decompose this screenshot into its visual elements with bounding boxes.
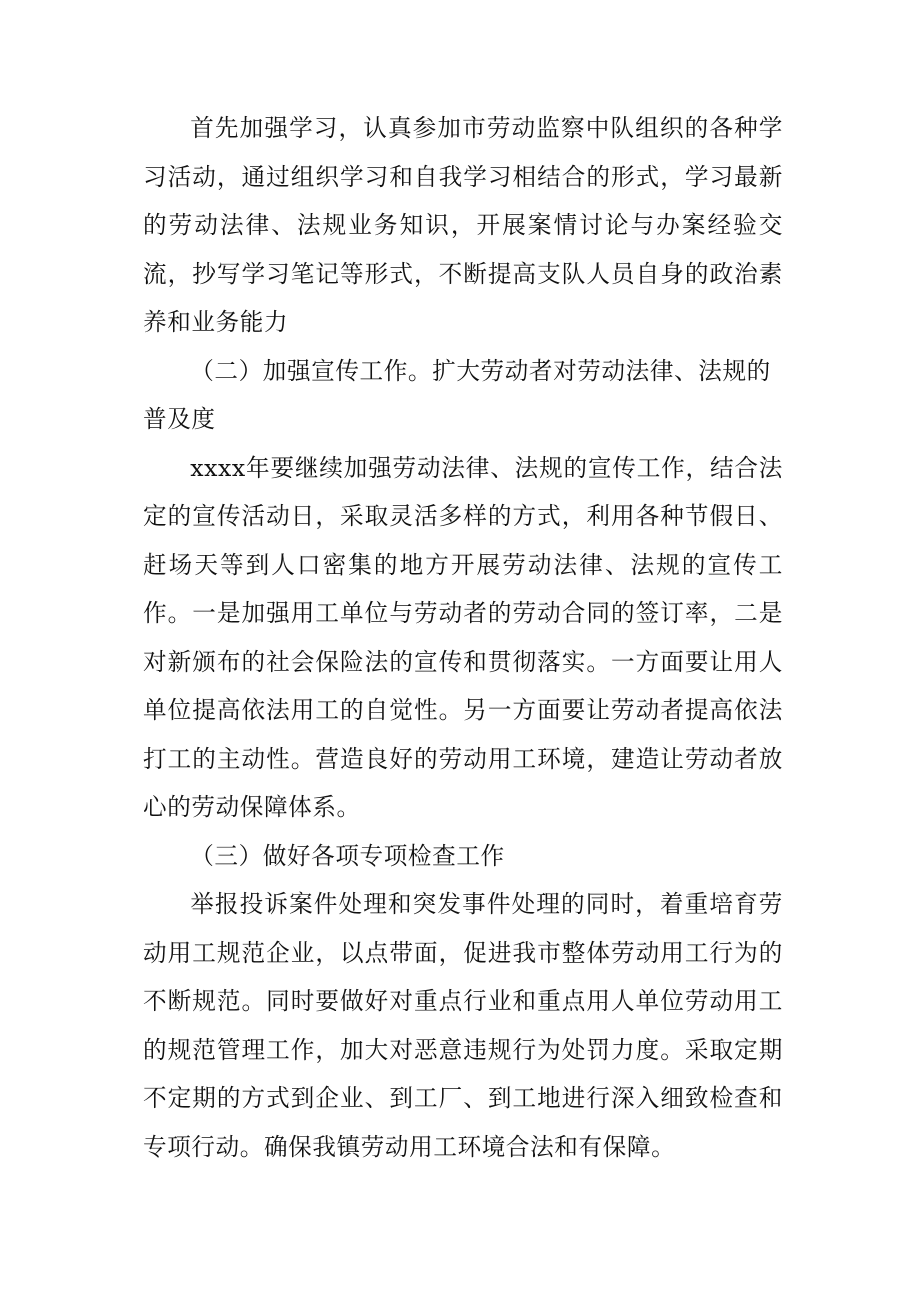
- paragraph-study: 首先加强学习，认真参加市劳动监察中队组织的各种学习活动，通过组织学习和自我学习相结合的形式，学习最新的劳动法律、法规业务知识，开展案情讨论与办案经验交流，抄写学习笔记等形式，不断提高支队人员自身的政治素养和业务能力: [143, 114, 783, 336]
- paragraph-publicity: xxxx年要继续加强劳动法律、法规的宣传工作，结合法定的宣传活动日，采取灵活多样的方式，利用各种节假日、赶场天等到人口密集的地方开展劳动法律、法规的宣传工作。一是加强用工单位与劳动者的劳动合同的签订率，二是对新颁布的社会保险法的宣传和贯彻落实。一方面要让用人单位提高依法用工的自觉性。另一方面要让劳动者提高依法打工的主动性。营造良好的劳动用工环境，建造让劳动者放心的劳动保障体系。: [143, 453, 783, 821]
- paragraph-inspection: 举报投诉案件处理和突发事件处理的同时，着重培育劳动用工规范企业，以点带面，促进我市整体劳动用工行为的不断规范。同时要做好对重点行业和重点用人单位劳动用工的规范管理工作，加大对恶意违规行为处罚力度。采取定期不定期的方式到企业、到工厂、到工地进行深入细致检查和专项行动。确保我镇劳动用工环境合法和有保障。: [143, 890, 783, 1161]
- section-heading-inspection: （三）做好各项专项检查工作: [190, 841, 505, 870]
- section-heading-publicity: （二）加强宣传工作。扩大劳动者对劳动法律、法规的普及度: [143, 356, 771, 433]
- document-body: [143, 104, 783, 1171]
